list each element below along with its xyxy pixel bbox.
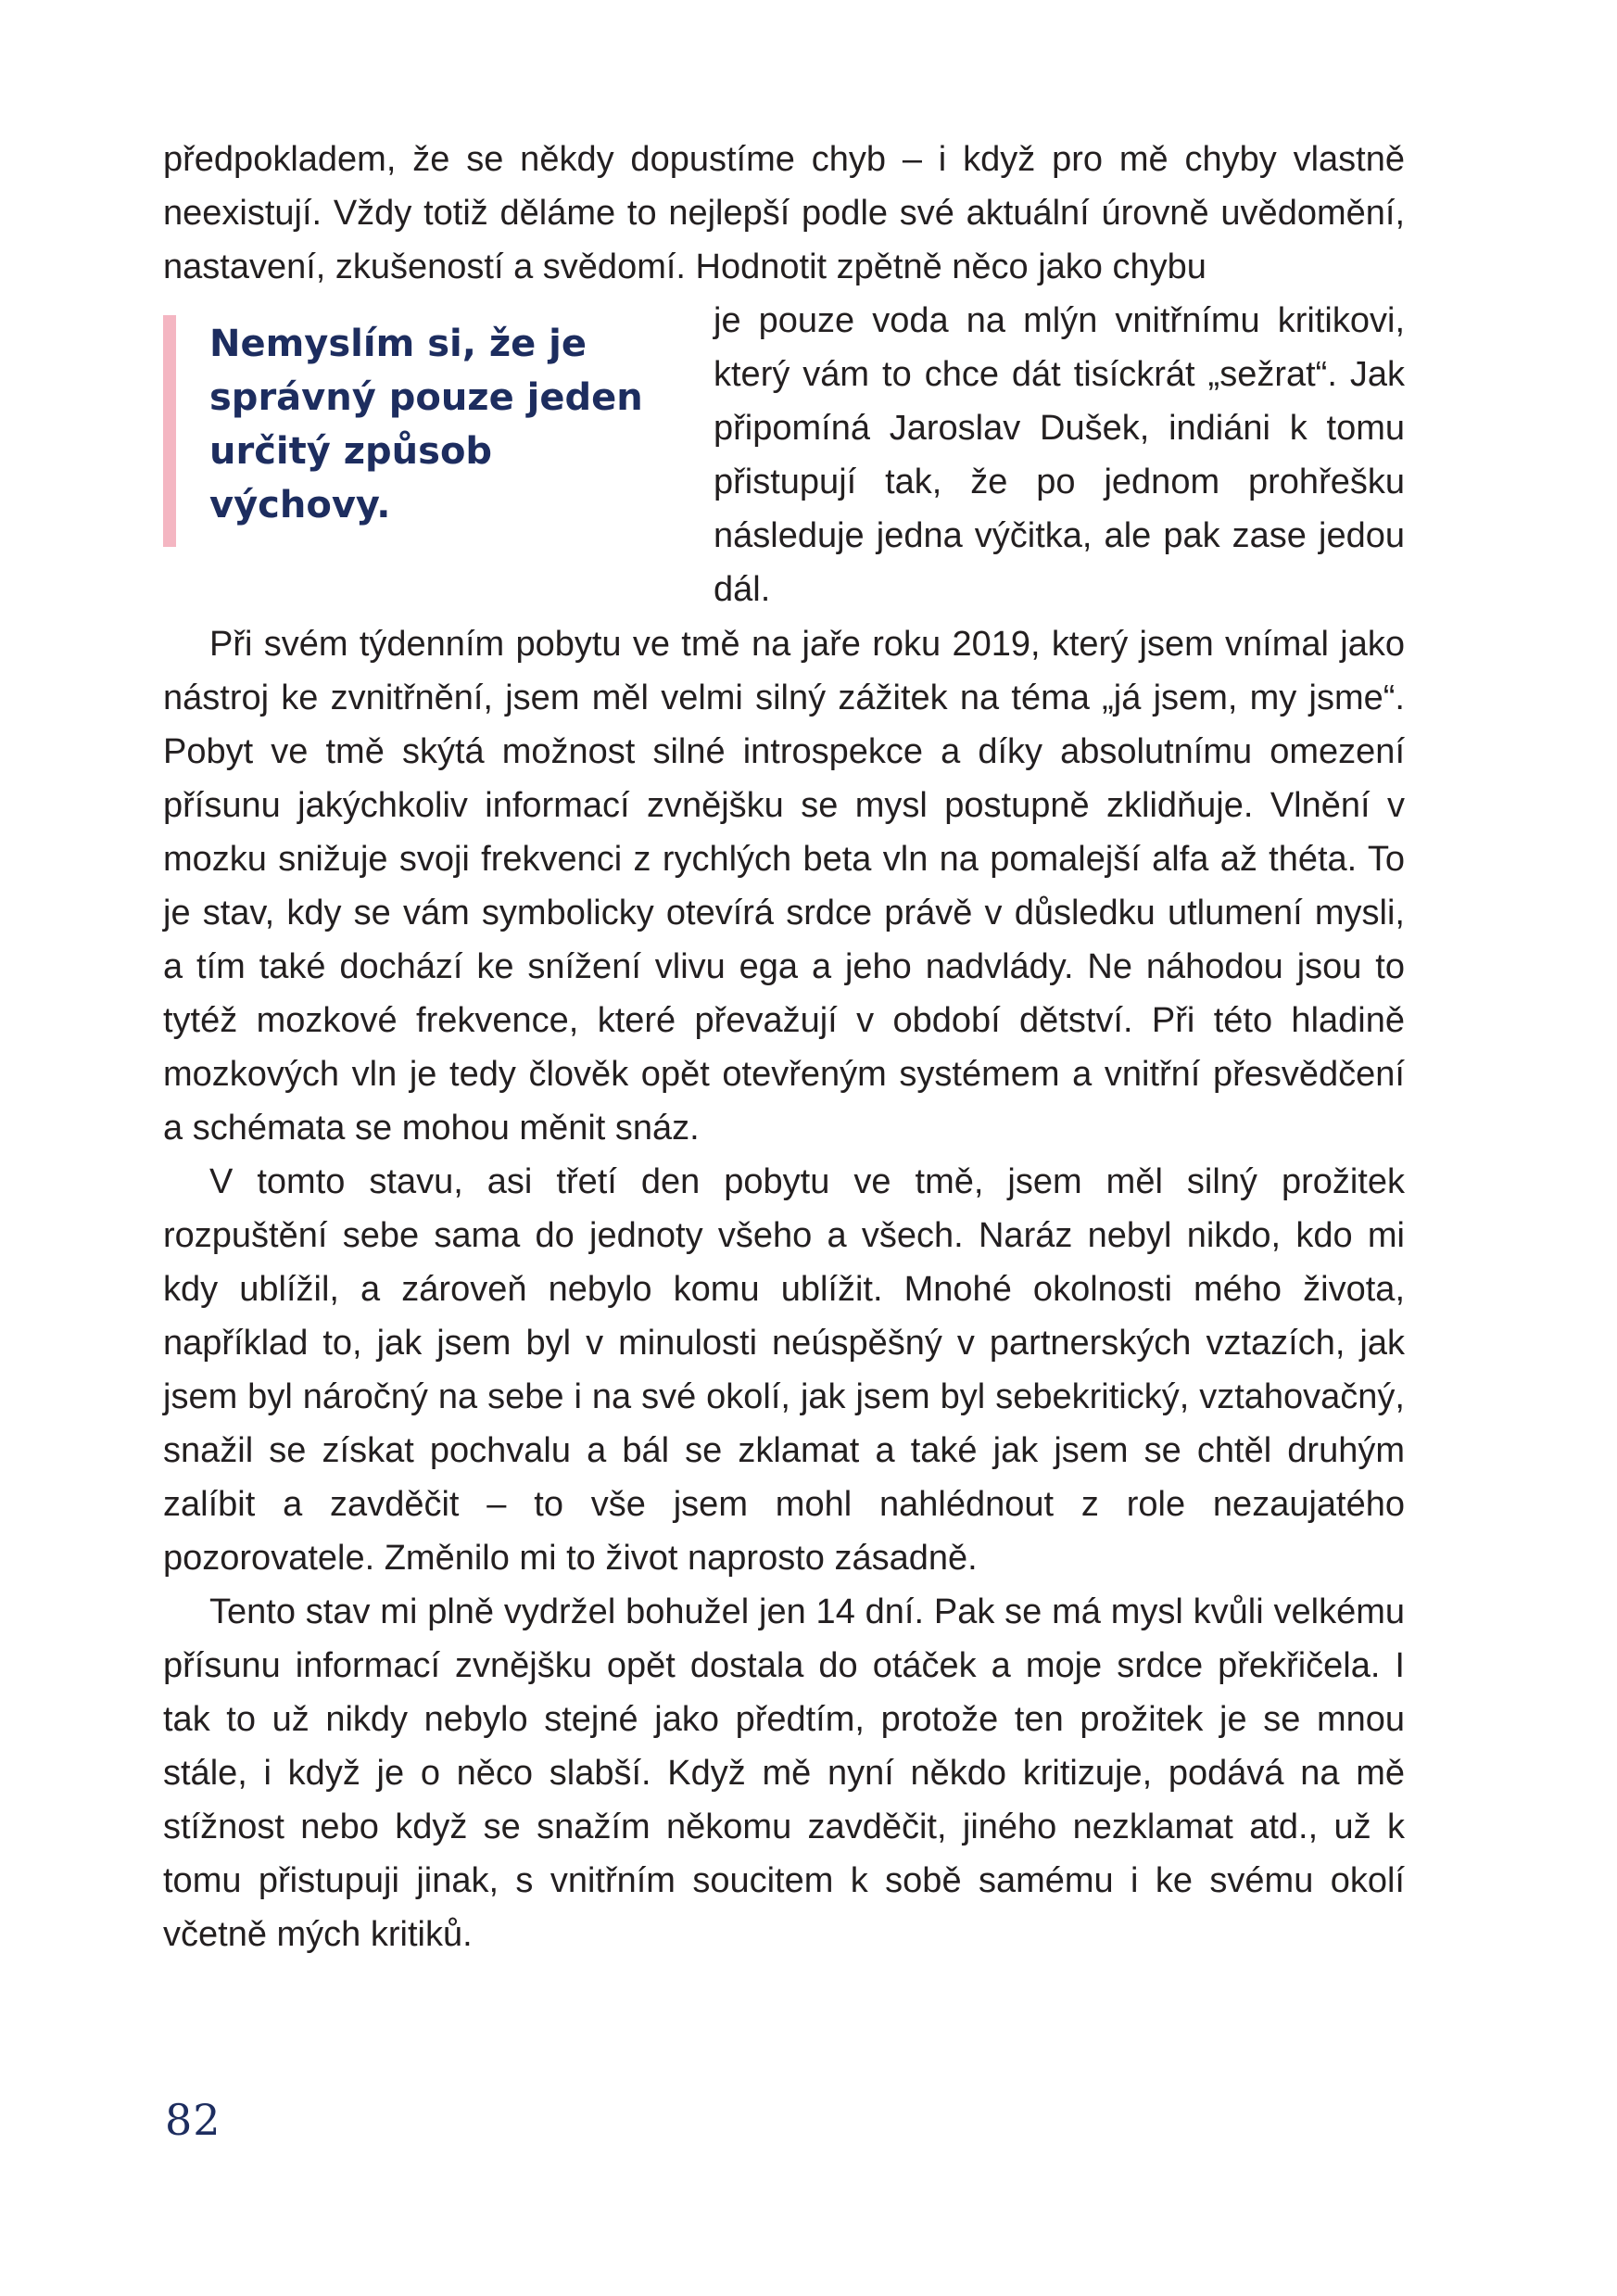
paragraph: Při svém týdenním pobytu ve tmě na jaře roku 2019, který jsem vnímal jako nástroj ke zvnitřnění, jsem měl velmi silný zážitek na téma „já jsem, my jsme“. Pobyt ve tmě skýtá možnost silné introspekce a díky absolutnímu omezení přísunu jakýchkoliv informací zvnějšku se mysl postupně zklidňuje. Vlnění v mozku snižuje svoji frekvenci z rychlých beta vln na pomalejší alfa až théta. To je stav, kdy se vám symbolicky otevírá srdce právě v důsledku utlumení mysli, a tím také dochází ke snížení vlivu ega a jeho nadvlády. Ne náhodou jsou to tytéž mozkové frekvence, které převažují v období dětství. Při této hladině mozkových vln je tedy člověk opět otevřeným systémem a vnitřní přesvědčení a schémata se mohou měnit snáz. bbox=[163, 625, 1405, 1148]
body-text-wrapped bbox=[714, 294, 1405, 616]
paragraph-wrapped: je pouze voda na mlýn vnitřnímu kritikovi, který vám to chce dát tisíckrát „sežrat“. Jak připomíná Jaroslav Dušek, indiáni k tomu přistupují tak, že po jednom prohřešku následuje jedna výčitka, ale pak zase jedou dál. bbox=[714, 301, 1405, 609]
page-number: 82 bbox=[165, 2095, 221, 2145]
pull-quote-accent-bar bbox=[163, 315, 176, 547]
paragraph: Tento stav mi plně vydržel bohužel jen 14 dní. Pak se má mysl kvůli velkému přísunu informací zvnějšku opět dostala do otáček a moje srdce překřičela. I tak to už nikdy nebylo stejné jako předtím, protože ten prožitek je se mnou stále, i když je o něco slabší. Když mě nyní někdo kritizuje, podává na mě stížnost nebo když se snažím někomu zavděčit, jiného nezklamat atd., už k tomu přistupuji jinak, s vnitřním soucitem k sobě samému i ke svému okolí včetně mých kritiků. bbox=[163, 1592, 1405, 1954]
body-text-top bbox=[163, 133, 1405, 294]
paragraph-continued: předpokladem, že se někdy dopustíme chyb – i když pro mě chyby vlastně neexistují. Vždy totiž děláme to nejlepší podle své aktuální úrovně uvědomění, nastavení, zkušeností a svědomí. Hodnotit zpětně něco jako chybu bbox=[163, 140, 1405, 286]
paragraph: V tomto stavu, asi třetí den pobytu ve tmě, jsem měl silný prožitek rozpuštění sebe sama do jednoty všeho a všech. Naráz nebyl nikdo, kdo mi kdy ublížil, a zároveň nebylo komu ublížit. Mnohé okolnosti mého života, například to, jak jsem byl v minulosti neúspěšný v partnerských vztazích, jak jsem byl náročný na sebe i na své okolí, jak jsem byl sebekritický, vztahovačný, snažil se získat pochvalu a bál se zklamat a také jak jsem se chtěl druhým zalíbit a zavděčit – to vše jsem mohl nahlédnout z role nezaujatého pozorovatele. Změnilo mi to život naprosto zásadně. bbox=[163, 1162, 1405, 1578]
pull-quote-text: Nemyslím si, že je správný pouze jeden určitý způsob výchovy. bbox=[209, 323, 643, 526]
body-text-main bbox=[163, 617, 1405, 1961]
pull-quote bbox=[163, 315, 682, 547]
